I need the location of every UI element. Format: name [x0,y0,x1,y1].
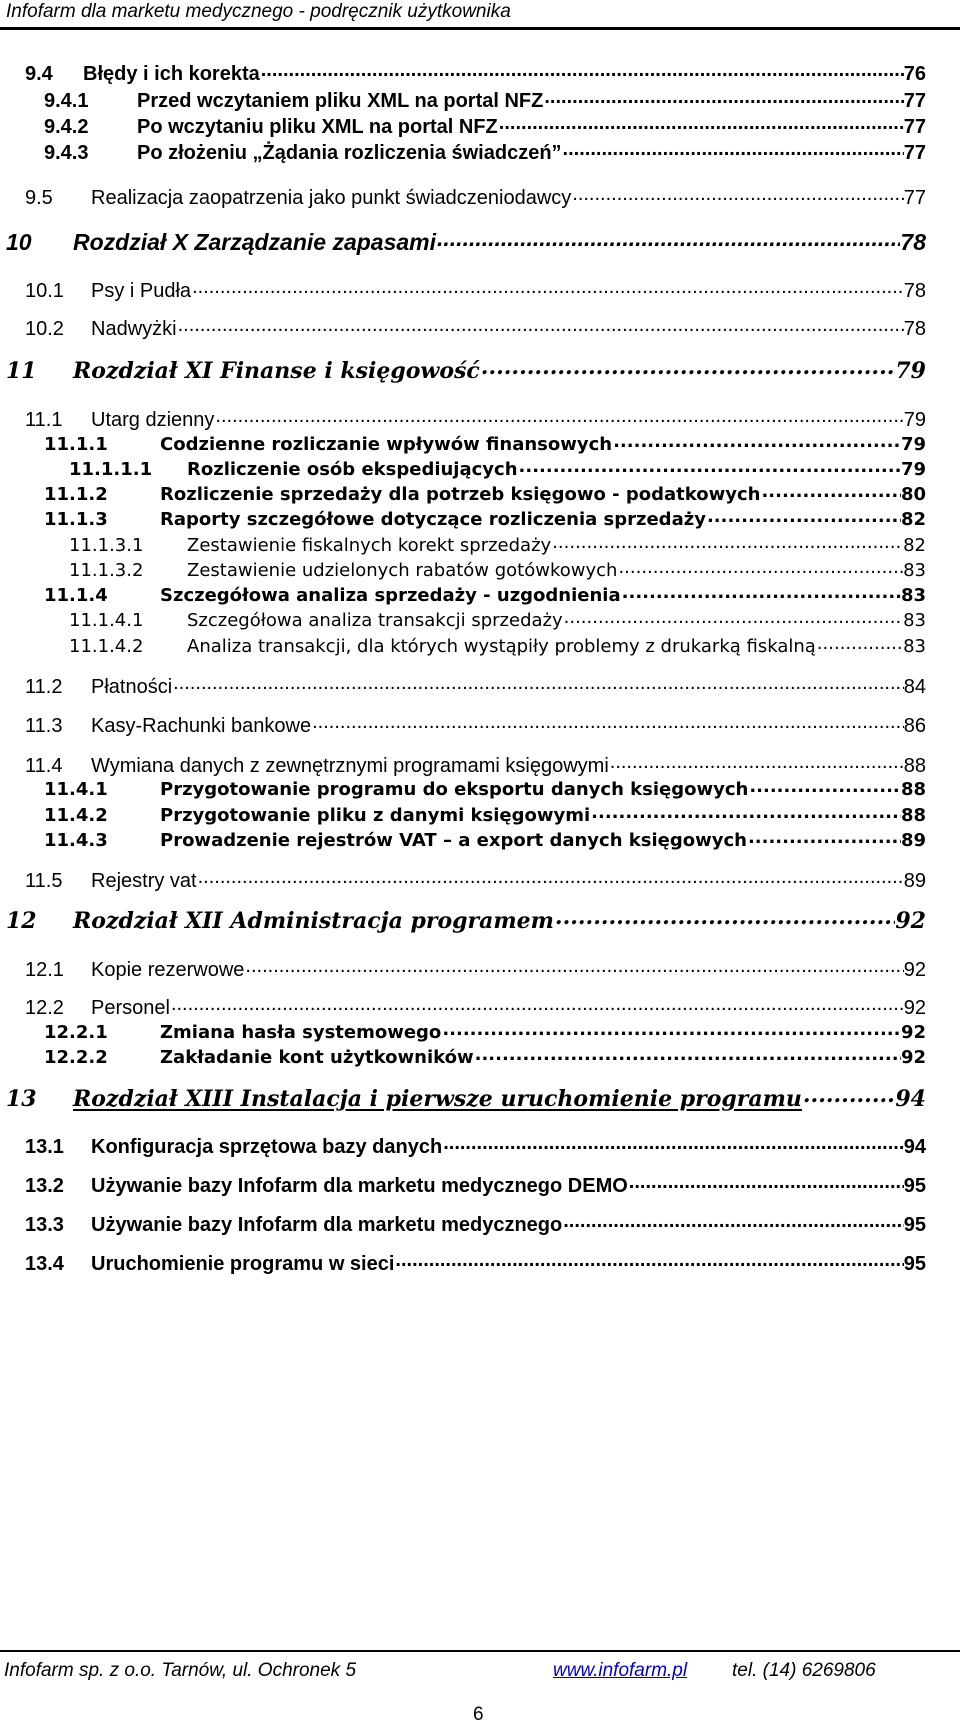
toc-entry-number: 10 [6,229,32,255]
toc-entry-number: 11.1.3.2 [69,560,144,581]
toc-entry-number: 11.5 [25,870,63,892]
toc-entry-title: Wymiana danych z zewnętrznymi programami księgowymi [91,755,609,777]
toc-entry[interactable] [25,60,926,86]
toc-entry-title: Zestawienie fiskalnych korekt sprzedaży [187,535,552,556]
toc-entry[interactable] [25,1133,926,1159]
toc-dot-leader [172,673,904,693]
toc-entry[interactable] [69,608,926,631]
toc-entry-title: Uruchomienie programu w sieci [91,1253,395,1275]
toc-entry-page: 83 [903,560,926,581]
toc-entry[interactable] [69,558,926,581]
toc-entry-number: 11.1.1 [44,434,108,455]
toc-entry-number: 11.1 [25,409,63,431]
toc-entry[interactable] [25,712,926,738]
toc-entry-number: 9.4.3 [44,142,89,164]
footer-website-link[interactable]: www.infofarm.pl [553,1660,688,1681]
toc-dot-leader [748,777,901,795]
toc-entry-title: Przygotowanie programu do eksportu danych księgowych [160,779,749,800]
toc-entry[interactable] [69,533,926,556]
toc-dot-leader [760,482,900,500]
toc-entry[interactable] [25,406,926,432]
toc-dot-leader [612,432,901,450]
toc-entry-number: 11.1.4 [44,585,108,606]
toc-dot-leader [563,608,903,626]
toc-entry-number: 12.2 [25,997,64,1019]
toc-entry-number: 11.1.1.1 [69,459,153,480]
toc-dot-leader [628,1172,904,1192]
toc-entry[interactable] [25,1250,926,1276]
toc-dot-leader [197,867,904,887]
toc-entry-number: 11.4.1 [44,779,108,800]
toc-entry-page: 82 [900,509,926,530]
toc-entry[interactable] [25,315,926,341]
toc-dot-leader [191,277,904,297]
toc-dot-leader [543,87,903,107]
toc-entry-number: 11.4.2 [44,805,108,826]
toc-entry-title: Rozdział XIII Instalacja i pierwsze uruchomienie programu [73,1086,802,1112]
toc-entry-number: 10.1 [25,280,64,302]
toc-entry-title: Przed wczytaniem pliku XML na portal NFZ [137,90,544,112]
toc-entry-title: Błędy i ich korekta [83,63,260,85]
toc-dot-leader [816,634,903,652]
toc-entry-page: 77 [903,90,926,112]
toc-entry[interactable] [44,113,926,139]
toc-entry-number: 11.1.3 [44,509,108,530]
toc-entry-title: Raporty szczegółowe dotyczące rozliczenia sprzedaży [160,509,706,530]
toc-dot-leader [802,1084,895,1106]
toc-entry-title: Rejestry vat [91,870,197,892]
toc-entry[interactable] [25,1172,926,1198]
toc-entry[interactable] [44,583,926,606]
toc-entry-page: 86 [903,715,926,737]
toc-entry[interactable] [44,803,926,826]
toc-entry-title: Prowadzenie rejestrów VAT – a export danych księgowych [160,830,747,851]
toc-entry-page: 95 [903,1175,926,1197]
toc-entry-number: 13.4 [25,1253,64,1275]
toc-entry-page: 77 [903,142,926,164]
toc-entry-page: 79 [903,409,926,431]
toc-entry-number: 12.1 [25,959,64,981]
toc-entry-page: 92 [903,959,926,981]
toc-entry-title: Używanie bazy Infofarm dla marketu medycznego [91,1214,563,1236]
toc-entry-page: 92 [900,1047,926,1068]
toc-entry-title: Szczegółowa analiza sprzedaży - uzgodnienia [160,585,621,606]
toc-entry-title: Zmiana hasła systemowego [160,1022,442,1043]
toc-entry-page: 89 [903,870,926,892]
toc-entry-page: 79 [900,459,926,480]
toc-entry-title: Kasy-Rachunki bankowe [91,715,312,737]
toc-entry-number: 12 [6,908,37,934]
toc-entry-page: 83 [903,610,926,631]
toc-entry-page: 95 [903,1253,926,1275]
toc-entry-number: 11.1.4.2 [69,636,144,657]
toc-dot-leader [311,712,904,732]
toc-dot-leader [436,227,900,250]
toc-dot-leader [747,828,901,846]
toc-entry-page: 88 [903,755,926,777]
toc-entry-page: 78 [900,229,926,255]
toc-entry-title: Szczegółowa analiza transakcji sprzedaży [187,610,563,631]
toc-entry[interactable] [44,139,926,165]
toc-entry[interactable] [6,1084,926,1112]
toc-entry-page: 83 [900,585,926,606]
toc-entry-page: 92 [895,908,926,934]
toc-entry-number: 11.2 [25,676,63,698]
toc-entry-title: Rozdział X Zarządzanie zapasami [73,229,437,255]
footer-rule [0,1650,960,1652]
toc-entry-page: 78 [903,318,926,340]
toc-entry-page: 92 [903,997,926,1019]
toc-entry[interactable] [6,356,926,384]
toc-entry-number: 11.1.4.1 [69,610,144,631]
toc-entry-number: 12.2.1 [44,1022,108,1043]
toc-dot-leader [621,583,901,601]
toc-entry-number: 9.4.1 [44,90,89,112]
footer-phone: tel. (14) 6269806 [732,1660,876,1681]
toc-dot-leader [609,752,904,772]
toc-dot-leader [442,1133,904,1153]
toc-entry-page: 79 [900,434,926,455]
toc-entry-title: Używanie bazy Infofarm dla marketu medycznego DEMO [91,1175,628,1197]
toc-entry-title: Utarg dzienny [91,409,215,431]
toc-entry-page: 80 [900,484,926,505]
toc-entry-title: Codzienne rozliczanie wpływów finansowych [160,434,613,455]
toc-entry-title: Nadwyżki [91,318,177,340]
toc-entry[interactable] [69,634,926,657]
toc-entry-title: Zestawienie udzielonych rabatów gotówkowych [187,560,618,581]
toc-dot-leader [706,507,901,525]
toc-entry-number: 10.2 [25,318,64,340]
toc-entry[interactable] [25,752,926,778]
toc-dot-leader [551,533,903,551]
toc-entry-number: 12.2.2 [44,1047,108,1068]
toc-entry[interactable] [25,1211,926,1237]
toc-entry-page: 77 [903,187,926,209]
toc-entry-number: 11.4.3 [44,830,108,851]
toc-dot-leader [474,1045,901,1063]
toc-entry-title: Po złożeniu „Żądania rozliczenia świadczeń” [137,142,562,164]
toc-entry-page: 95 [903,1214,926,1236]
toc-entry-page: 92 [900,1022,926,1043]
toc-entry-number: 11.4 [25,755,63,777]
toc-entry-page: 79 [895,358,926,384]
toc-dot-leader [518,457,901,475]
toc-entry-page: 94 [895,1086,926,1112]
toc-dot-leader [394,1250,903,1270]
toc-entry-number: 13.3 [25,1214,64,1236]
toc-entry-title: Kopie rezerwowe [91,959,245,981]
toc-entry[interactable] [44,87,926,113]
toc-dot-leader [590,803,901,821]
toc-entry-page: 77 [903,116,926,138]
toc-entry-page: 83 [903,636,926,657]
toc-entry-number: 13.2 [25,1175,64,1197]
toc-dot-leader [562,1211,904,1231]
toc-entry-title: Rozliczenie osób ekspediujących [187,459,518,480]
footer-company: Infofarm sp. z o.o. Tarnów, ul. Ochronek 5 [4,1660,357,1681]
toc-entry-title: Konfiguracja sprzętowa bazy danych [91,1136,443,1158]
toc-dot-leader [214,406,903,426]
toc-entry-title: Przygotowanie pliku z danymi księgowymi [160,805,591,826]
toc-entry-title: Rozdział XI Finanse i księgowość [73,358,480,384]
toc-dot-leader [244,956,903,976]
toc-entry[interactable] [44,828,926,851]
toc-entry-number: 11.1.3.1 [69,535,144,556]
toc-entry[interactable] [44,482,926,505]
toc-entry-page: 94 [903,1136,926,1158]
toc-entry[interactable] [25,673,926,699]
toc-dot-leader [554,906,895,928]
toc-entry-title: Personel [91,997,170,1019]
toc-dot-leader [480,356,896,378]
toc-entry-number: 13.1 [25,1136,64,1158]
toc-entry[interactable] [25,956,926,982]
toc-entry-page: 88 [900,805,926,826]
toc-entry-number: 11.3 [25,715,63,737]
toc-dot-leader [441,1020,901,1038]
toc-entry-title: Rozliczenie sprzedaży dla potrzeb księgowo - podatkowych [160,484,761,505]
toc-entry[interactable] [25,184,926,210]
toc-entry[interactable] [44,1045,926,1068]
toc-entry[interactable] [69,457,926,480]
toc-entry[interactable] [6,906,926,934]
toc-entry[interactable] [6,227,926,256]
toc-entry-page: 84 [903,676,926,698]
toc-entry-number: 9.4 [25,63,53,85]
toc-dot-leader [260,60,904,80]
toc-dot-leader [617,558,903,576]
toc-entry[interactable] [44,507,926,530]
toc-entry[interactable] [25,994,926,1020]
toc-dot-leader [562,139,904,159]
page-number: 6 [473,1704,484,1725]
toc-entry[interactable] [25,277,926,303]
toc-entry-number: 11 [6,358,37,384]
toc-entry[interactable] [44,777,926,800]
toc-entry-number: 11.1.2 [44,484,108,505]
toc-dot-leader [177,315,904,335]
toc-entry[interactable] [44,1020,926,1043]
toc-entry-title: Płatności [91,676,173,698]
toc-entry[interactable] [25,867,926,893]
toc-entry-title: Po wczytaniu pliku XML na portal NFZ [137,116,498,138]
toc-entry-page: 88 [900,779,926,800]
toc-entry-title: Zakładanie kont użytkowników [160,1047,474,1068]
toc-entry-page: 89 [900,830,926,851]
toc-entry-page: 76 [903,63,926,85]
toc-entry-title: Rozdział XII Administracja programem [73,908,554,934]
toc-entry-title: Realizacja zaopatrzenia jako punkt świadczeniodawcy [91,187,572,209]
toc-dot-leader [498,113,904,133]
toc-entry[interactable] [44,432,926,455]
toc-entry-title: Analiza transakcji, dla których wystąpiły problemy z drukarką fiskalną [187,636,816,657]
toc-entry-title: Psy i Pudła [91,280,192,302]
toc-dot-leader [571,184,903,204]
toc-entry-page: 78 [903,280,926,302]
toc-entry-page: 82 [903,535,926,556]
page-footer [0,1650,960,1730]
header-title: Infofarm dla marketu medycznego - podręcznik użytkownika [6,1,511,22]
toc-dot-leader [170,994,904,1014]
toc-entry-number: 13 [6,1086,37,1112]
toc-entry-number: 9.5 [25,187,53,209]
toc-entry-number: 9.4.2 [44,116,89,138]
